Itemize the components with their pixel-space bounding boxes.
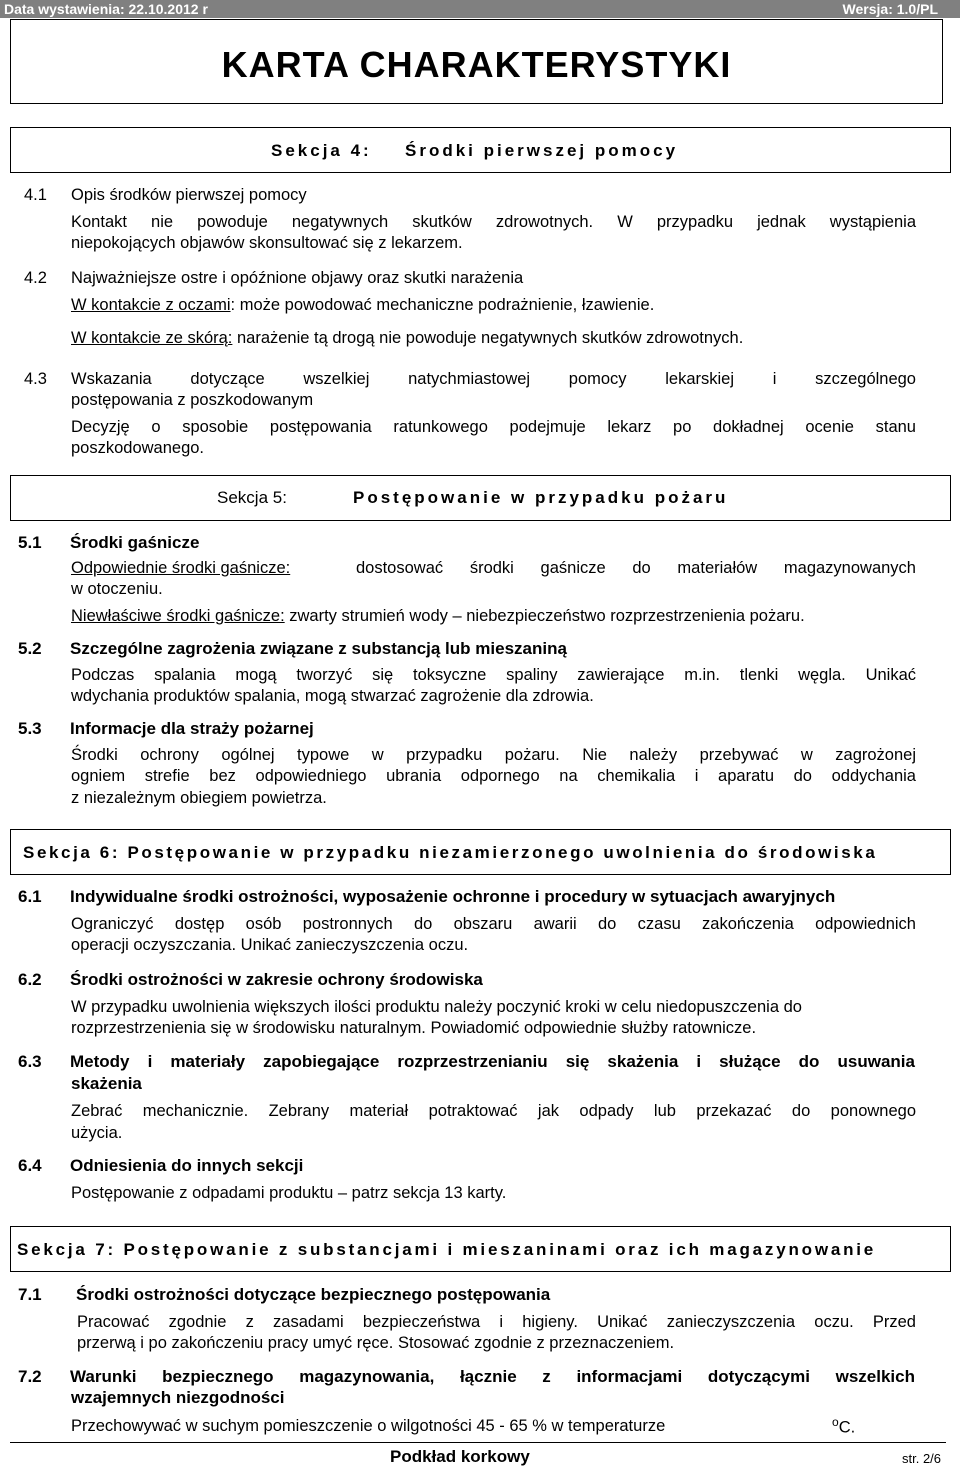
section-5-box <box>10 475 951 521</box>
s72-title2: wzajemnych niezgodności <box>71 1388 285 1407</box>
section-4-box <box>10 127 951 173</box>
s61-line2: operacji oczyszczania. Unikać zanieczyszczenia oczu. <box>71 936 469 954</box>
s42-eyes-label: W kontakcie z oczami <box>71 296 231 314</box>
s41-line1: Kontakt nie powoduje negatywnych skutków zdrowotnych. W przypadku jednak wystąpienia <box>71 213 916 231</box>
s72-num: 7.2 <box>18 1367 42 1386</box>
s53-line2: ogniem strefie bez odpowiedniego ubrania odpornego na chemikalia i aparatu do oddychania <box>71 767 916 785</box>
celsius-unit: C. <box>838 1418 856 1437</box>
s51-bad <box>71 606 805 627</box>
section-7-heading: Sekcja 7: Postępowanie z substancjami i mieszaninami oraz ich magazynowanie <box>17 1240 877 1259</box>
s51-num: 5.1 <box>18 533 42 552</box>
s51-bad-text: zwarty strumień wody – niebezpieczeństwo rozprzestrzenienia pożaru. <box>284 607 805 625</box>
s52-line2: wdychania produktów spalania, mogą stwarzać zagrożenie dla zdrowia. <box>71 687 594 705</box>
s52-line1: Podczas spalania mogą tworzyć się toksyczne spaliny zawierające m.in. tlenki węgla. Unikać <box>71 666 916 684</box>
s42-skin <box>71 328 743 349</box>
s71-line1: Pracować zgodnie z zasadami bezpieczeństwa i higieny. Unikać zanieczyszczenia oczu. Przed <box>77 1313 916 1331</box>
s63-title1: Metody i materiały zapobiegające rozprzestrzenianiu się skażenia i służące do usuwania <box>70 1052 915 1071</box>
s51-ok-text2: w otoczeniu. <box>71 580 163 598</box>
s63-title2: skażenia <box>71 1074 142 1093</box>
s53-line1: Środki ochrony ogólnej typowe w przypadku pożaru. Nie należy przebywać w zagrożonej <box>71 746 916 764</box>
section-5-name: Postępowanie w przypadku pożaru <box>353 488 729 507</box>
footer-page: str. 2/6 <box>902 1451 942 1466</box>
s53-num: 5.3 <box>18 719 42 738</box>
s51-bad-label: Niewłaściwe środki gaśnicze: <box>71 607 285 625</box>
s63-line1: Zebrać mechanicznie. Zebrany materiał potraktować jak odpady lub przekazać do ponownego <box>71 1102 916 1120</box>
s62-num: 6.2 <box>18 970 42 989</box>
s63-line2: użycia. <box>71 1124 123 1142</box>
s63-num: 6.3 <box>18 1052 42 1071</box>
s52-num: 5.2 <box>18 639 42 658</box>
s52-title: Szczególne zagrożenia związane z substancją lub mieszaniną <box>70 639 567 658</box>
section-4-label: Sekcja 4: <box>271 141 372 160</box>
footer-divider <box>10 1442 946 1443</box>
s62-line2: rozprzestrzenienia się w środowisku naturalnym. Powiadomić odpowiednie służby ratownicze. <box>71 1019 757 1037</box>
version: Wersja: 1.0/PL <box>842 1 938 17</box>
s64-line1: Postępowanie z odpadami produktu – patrz sekcja 13 karty. <box>71 1184 507 1202</box>
s62-title: Środki ostrożności w zakresie ochrony środowiska <box>70 970 483 989</box>
document-title: KARTA CHARAKTERYSTYKI <box>221 44 732 85</box>
s43-title2: postępowania z poszkodowanym <box>71 391 314 409</box>
section-7-box <box>10 1226 951 1272</box>
header-bar <box>0 0 960 18</box>
issue-date: Data wystawienia: 22.10.2012 r <box>4 1 208 17</box>
s64-num: 6.4 <box>18 1156 42 1175</box>
s72-temp-unit <box>832 1412 855 1439</box>
s43-line2: poszkodowanego. <box>71 439 205 457</box>
s53-line3: z niezależnym obiegiem powietrza. <box>71 789 327 807</box>
title-box <box>10 19 943 104</box>
s61-num: 6.1 <box>18 887 42 906</box>
s43-title1: Wskazania dotyczące wszelkiej natychmiastowej pomocy lekarskiej i szczególnego <box>71 370 916 388</box>
s51-title: Środki gaśnicze <box>70 533 200 552</box>
s42-title: Najważniejsze ostre i opóźnione objawy oraz skutki narażenia <box>71 269 524 287</box>
s43-line1: Decyzję o sposobie postępowania ratunkowego podejmuje lekarz po dokładnej ocenie stanu <box>71 418 916 436</box>
s53-title: Informacje dla straży pożarnej <box>70 719 314 738</box>
s41-title: Opis środków pierwszej pomocy <box>71 186 307 204</box>
s42-num: 4.2 <box>24 269 47 287</box>
s71-title: Środki ostrożności dotyczące bezpiecznego postępowania <box>76 1285 551 1304</box>
section-4-name: Środki pierwszej pomocy <box>405 141 679 160</box>
degree-sign: o <box>832 1415 839 1429</box>
s42-skin-label: W kontakcie ze skórą: <box>71 329 233 347</box>
s71-num: 7.1 <box>18 1285 42 1304</box>
s62-line1: W przypadku uwolnienia większych ilości produktu należy poczynić kroki w celu niedopuszczenia do <box>71 998 802 1016</box>
s42-eyes <box>71 295 654 316</box>
s51-ok-label: Odpowiednie środki gaśnicze: <box>71 559 291 577</box>
section-5-label: Sekcja 5: <box>217 488 287 507</box>
section-6-heading: Sekcja 6: Postępowanie w przypadku niezamierzonego uwolnienia do środowiska <box>23 843 878 862</box>
s71-line2: przerwą i po zakończeniu pracy umyć ręce. Stosować zgodnie z przeznaczeniem. <box>77 1334 675 1352</box>
s43-num: 4.3 <box>24 370 47 388</box>
s51-ok-text1: dostosować środki gaśnicze do materiałów magazynowanych <box>356 559 916 577</box>
s72-line1: Przechowywać w suchym pomieszczenie o wilgotności 45 - 65 % w temperaturze <box>71 1417 666 1435</box>
section-6-box <box>10 829 951 875</box>
s64-title: Odniesienia do innych sekcji <box>70 1156 304 1175</box>
footer-product: Podkład korkowy <box>390 1447 530 1466</box>
s72-title1: Warunki bezpiecznego magazynowania, łącznie z informacjami dotyczącymi wszelkich <box>70 1367 915 1386</box>
s51-ok <box>71 558 916 579</box>
s42-eyes-text: : może powodować mechaniczne podrażnienie, łzawienie. <box>230 296 655 314</box>
s41-line2: niepokojących objawów skonsultować się z lekarzem. <box>71 234 463 252</box>
s61-title: Indywidualne środki ostrożności, wyposażenie ochronne i procedury w sytuacjach awaryjnych <box>70 887 836 906</box>
s61-line1: Ograniczyć dostęp osób postronnych do obszaru awarii do czasu zakończenia odpowiednich <box>71 915 916 933</box>
s41-num: 4.1 <box>24 186 47 204</box>
s42-skin-text: narażenie tą drogą nie powoduje negatywnych skutków zdrowotnych. <box>232 329 744 347</box>
